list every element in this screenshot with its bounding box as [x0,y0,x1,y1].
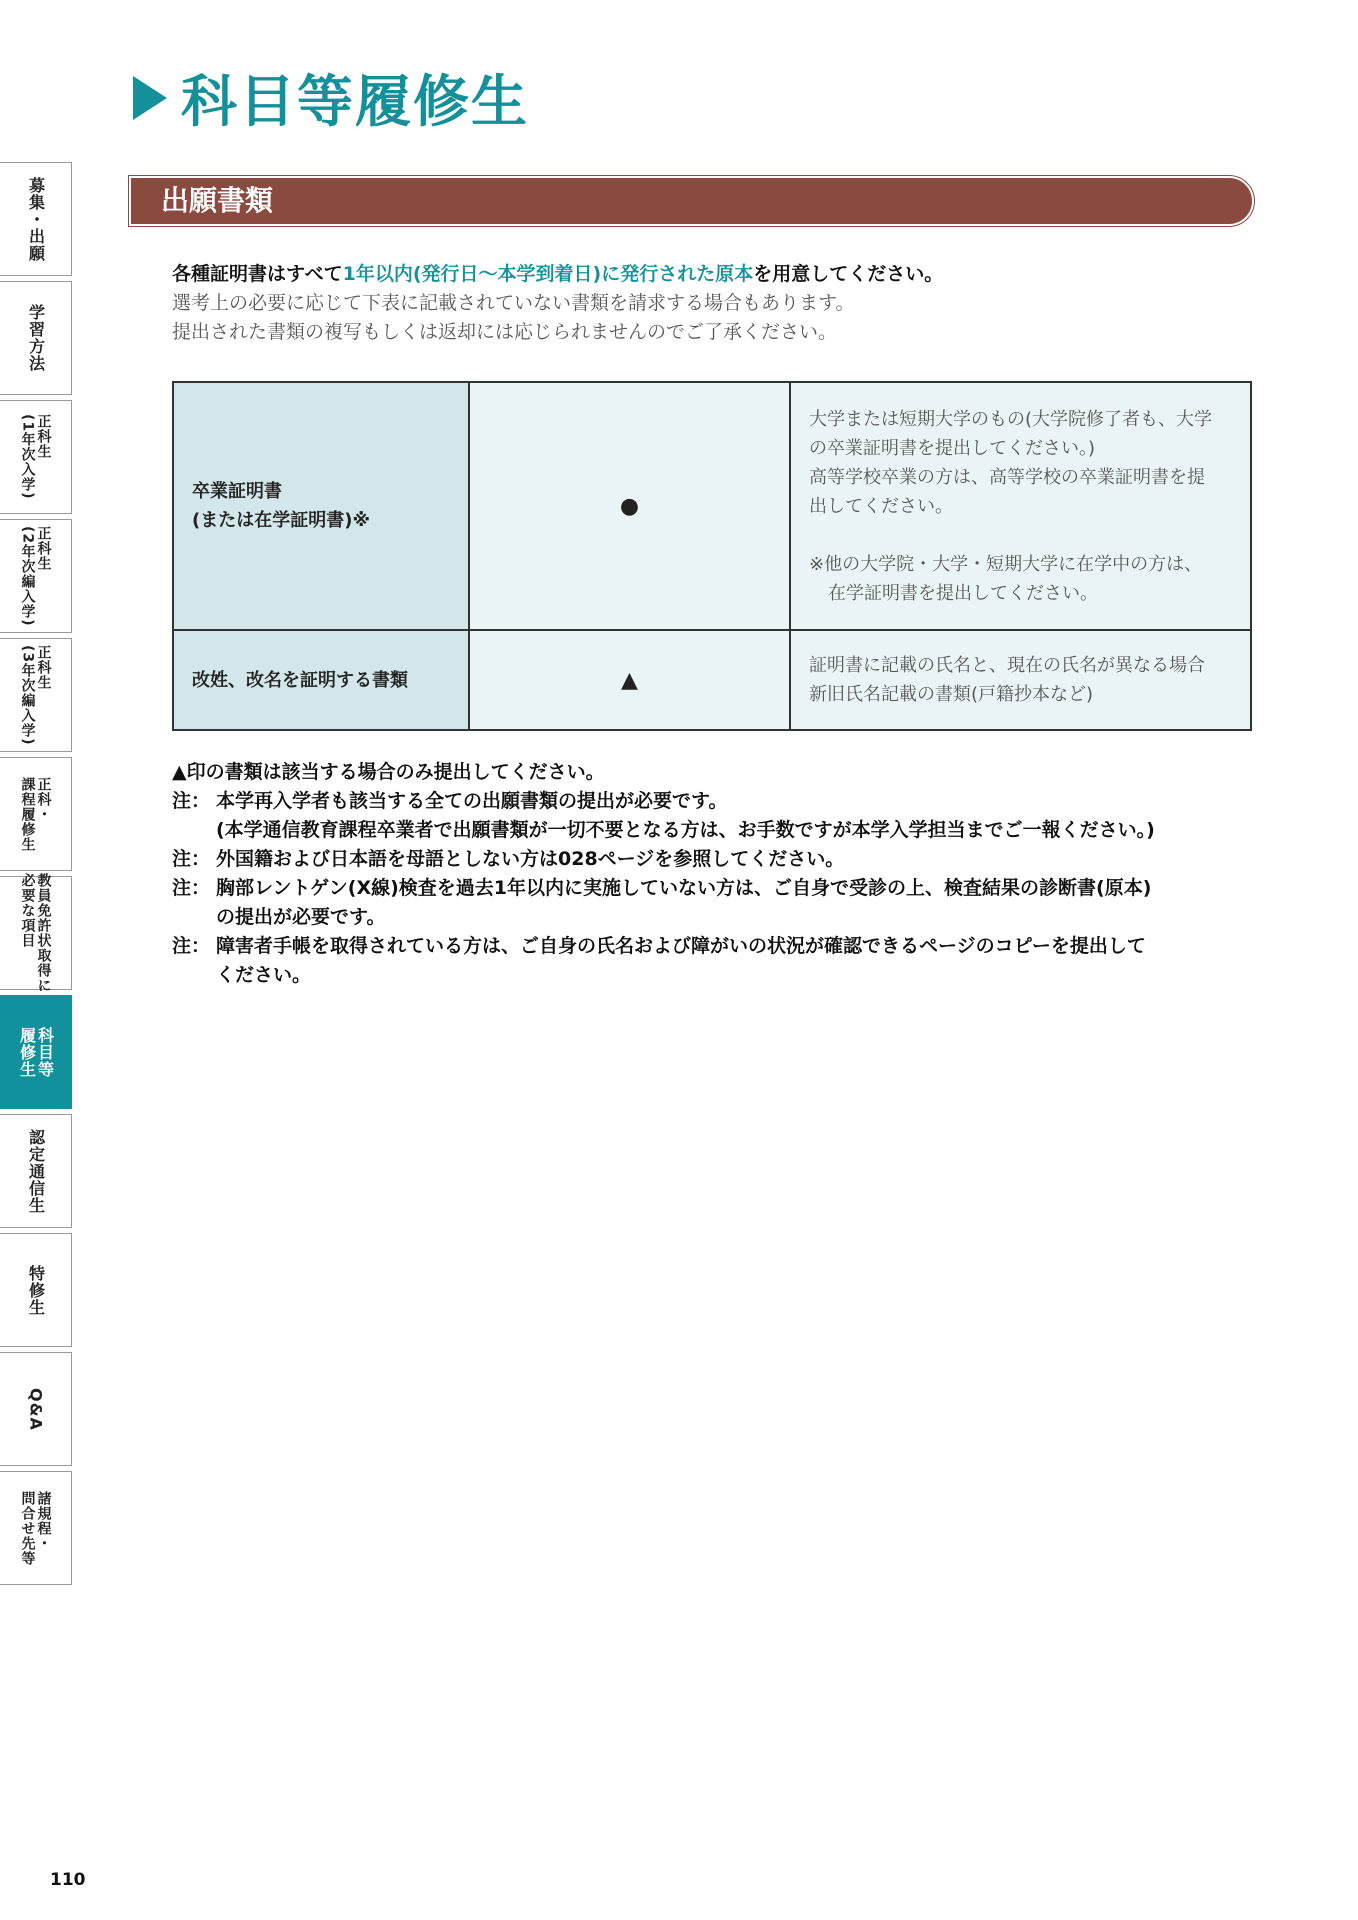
side-tab-study-method[interactable]: 学習方法 [0,281,72,395]
note-item: 注： 胸部レントゲン(X線)検査を過去1年以内に実施していない方は、ご自身で受診の上、検査結果の診断書(原本) [172,877,1152,899]
side-tab-course-student[interactable]: 正科・ 課程履修生 [0,757,72,871]
side-tab-subject-student[interactable]: 科目等 履修生 [0,995,72,1109]
side-tab-teacher-license[interactable]: 教員免許状取得に 必要な項目 [0,876,72,990]
table-row [173,630,1251,730]
triangle-bullet-icon [133,76,167,120]
side-tab-recruitment[interactable]: 募集・出願 [0,162,72,276]
note-item: 注： 障害者手帳を取得されている方は、ご自身の氏名および障がいの状況が確認できるページのコピーを提出して [172,935,1146,957]
note-item: 注： 本学再入学者も該当する全ての出願書類の提出が必要です。 [172,790,728,812]
side-tab-regular-2nd-year[interactable]: 正科生 (2年次編入学) [0,519,72,633]
document-name-cell: 改姓、改名を証明する書類 [173,630,469,730]
side-tab-regular-3rd-year[interactable]: 正科生 (3年次編入学) [0,638,72,752]
page-title [133,58,529,138]
intro-text [172,260,943,347]
document-note-cell: 大学または短期大学のもの(大学院修了者も、大学 の卒業証明書を提出してください。) 高等学校卒業の方は、高等学校の卒業証明書を提 出してください。 ※他の大学院・大学・短期大学に在学中の方は、 在学証明書を提出してください。 [790,382,1251,630]
page-number: 110 [50,1870,86,1890]
section-header: 出願書類 [131,178,1252,224]
intro-line-1: 各種証明書はすべて1年以内(発行日〜本学到着日)に発行された原本を用意してください。 [172,263,944,285]
note-continuation: ください。 [216,964,312,986]
document-name-cell: 卒業証明書 (または在学証明書)※ [173,382,469,630]
intro-line-2: 選考上の必要に応じて下表に記載されていない書類を請求する場合もあります。 [172,292,855,314]
intro-line-3: 提出された書類の複写もしくは返却には応じられませんのでご了承ください。 [172,321,838,343]
note-item: 注： 外国籍および日本語を母語としない方は028ページを参照してください。 [172,848,845,870]
required-mark-cell: ● [469,382,790,630]
document-note-cell: 証明書に記載の氏名と、現在の氏名が異なる場合 新旧氏名記載の書類(戸籍抄本など) [790,630,1251,730]
page-title-text: 科目等履修生 [181,70,529,135]
side-tab-certified-student[interactable]: 認定通信生 [0,1114,72,1228]
side-tab-special-student[interactable]: 特修生 [0,1233,72,1347]
note-continuation: の提出が必要です。 [216,906,386,928]
intro-highlight: 1年以内(発行日〜本学到着日)に発行された原本 [342,263,754,285]
notes-section [172,758,1262,990]
conditional-mark-cell: ▲ [469,630,790,730]
side-tab-qa[interactable]: Q&A [0,1352,72,1466]
side-tab-regulations-contact[interactable]: 諸規程・ 問合せ先等 [0,1471,72,1585]
documents-table [172,381,1252,731]
side-tab-regular-1st-year[interactable]: 正科生 (1年次入学) [0,400,72,514]
triangle-note: ▲印の書類は該当する場合のみ提出してください。 [172,761,605,783]
table-row [173,382,1251,630]
note-continuation: (本学通信教育課程卒業者で出願書類が一切不要となる方は、お手数ですが本学入学担当までご一報ください。) [216,819,1155,841]
